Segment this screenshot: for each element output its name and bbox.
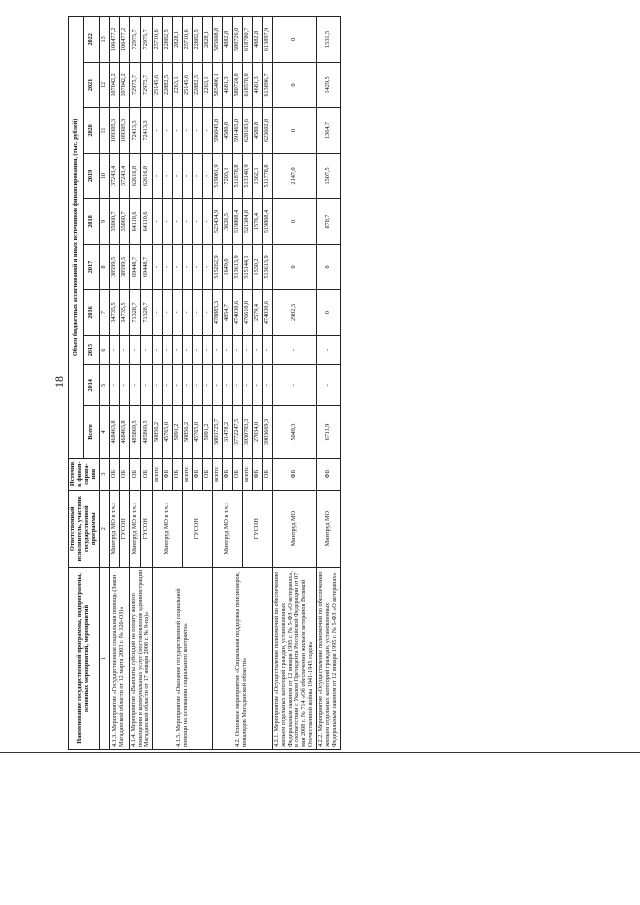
executor-cell: ГУСОН bbox=[119, 490, 129, 567]
year-value-cell: - bbox=[163, 199, 173, 245]
year-value-cell: - bbox=[193, 244, 203, 290]
year-value-cell: 22882,5 bbox=[163, 17, 173, 63]
source-cell: ОБ bbox=[173, 458, 183, 490]
total-value-cell: 5049,3 bbox=[272, 406, 317, 458]
header-year: 2021 bbox=[84, 62, 99, 108]
year-value-cell: 37243,4 bbox=[109, 153, 119, 199]
year-value-cell: - bbox=[203, 335, 213, 365]
year-value-cell: - bbox=[317, 365, 341, 406]
year-value-cell: 72975,7 bbox=[129, 17, 141, 63]
year-value-cell: 585406,1 bbox=[213, 62, 223, 108]
year-value-cell: - bbox=[141, 365, 153, 406]
source-cell: ФБ bbox=[193, 458, 203, 490]
year-value-cell: 109305,3 bbox=[109, 108, 119, 154]
year-value-cell: - bbox=[193, 335, 203, 365]
year-value-cell: - bbox=[193, 290, 203, 336]
year-value-cell: - bbox=[163, 244, 173, 290]
year-value-cell: 513613,9 bbox=[262, 244, 272, 290]
year-value-cell: - bbox=[163, 290, 173, 336]
year-value-cell: 478885,3 bbox=[213, 290, 223, 336]
year-value-cell: 69448,7 bbox=[129, 244, 141, 290]
table-row bbox=[317, 17, 341, 750]
year-value-cell: 623602,8 bbox=[262, 108, 272, 154]
year-value-cell: 71328,7 bbox=[129, 290, 141, 336]
year-value-cell: - bbox=[183, 335, 193, 365]
table-row bbox=[213, 17, 223, 750]
executor-cell: ГУСОН bbox=[242, 490, 272, 567]
year-value-cell: 4882,8 bbox=[252, 17, 262, 63]
year-value-cell: 4681,3 bbox=[252, 62, 262, 108]
year-value-cell: 38599,5 bbox=[109, 244, 119, 290]
year-value-cell: 0 bbox=[272, 199, 317, 245]
table-row bbox=[109, 17, 119, 750]
total-value-cell: 3903669,3 bbox=[262, 406, 272, 458]
year-value-cell: 580726,0 bbox=[232, 17, 242, 63]
year-value-cell: 521384,8 bbox=[242, 199, 252, 245]
year-value-cell: 34735,5 bbox=[119, 290, 129, 336]
year-value-cell: - bbox=[213, 335, 223, 365]
source-cell: ОБ bbox=[262, 458, 272, 490]
year-value-cell: 1429,5 bbox=[317, 62, 341, 108]
year-value-cell: - bbox=[153, 290, 163, 336]
year-value-cell: - bbox=[173, 199, 183, 245]
year-value-cell: 1530,2 bbox=[252, 244, 262, 290]
year-value-cell: 580724,8 bbox=[232, 62, 242, 108]
year-value-cell: - bbox=[183, 199, 193, 245]
year-value-cell: 513140,9 bbox=[242, 153, 252, 199]
column-number: 1 bbox=[99, 567, 109, 749]
year-value-cell: 72975,7 bbox=[141, 17, 153, 63]
header-year: 2022 bbox=[84, 17, 99, 63]
year-value-cell: 2579,4 bbox=[252, 290, 262, 336]
source-cell: ОБ bbox=[141, 458, 153, 490]
year-value-cell: 35060,7 bbox=[109, 199, 119, 245]
measure-name-cell: 4.2. Основное мероприятие «Социальная поддержка пенсионеров, инвалидов Магаданской области» bbox=[213, 567, 273, 749]
total-value-cell: 3772247,5 bbox=[232, 406, 242, 458]
year-value-cell: 34735,5 bbox=[109, 290, 119, 336]
year-value-cell: 35060,7 bbox=[119, 199, 129, 245]
header-executor: Ответственный исполнитель, участник государственной программы bbox=[69, 490, 100, 567]
table-row bbox=[129, 17, 141, 750]
year-value-cell: 511778,8 bbox=[262, 153, 272, 199]
page-number: 18 bbox=[52, 376, 66, 388]
year-value-cell: - bbox=[173, 244, 183, 290]
year-value-cell: - bbox=[163, 365, 173, 406]
header-name: Наименование государственной программы, подпрограммы, основных мероприятий, мероприятий bbox=[69, 567, 100, 749]
year-value-cell: 62616,8 bbox=[141, 153, 153, 199]
total-value-cell: 45765,0 bbox=[163, 406, 173, 458]
year-value-cell: 519808,4 bbox=[232, 199, 242, 245]
year-value-cell: - bbox=[232, 335, 242, 365]
measure-name-cell: 4.1.3. Мероприятие «Государственная социальная помощь (Закон Магаданской области от 12 марта 2003 г. № 320-ОЗ)» bbox=[109, 567, 129, 749]
year-value-cell: - bbox=[203, 199, 213, 245]
funding-table bbox=[68, 16, 341, 750]
header-funding: Объем бюджетных ассигнований и иных источников финансирования, (тыс. рублей) bbox=[69, 17, 84, 459]
year-value-cell: - bbox=[153, 153, 163, 199]
year-value-cell: 613897,9 bbox=[262, 17, 272, 63]
year-value-cell: - bbox=[242, 335, 252, 365]
executor-cell: ГУСОН bbox=[183, 490, 213, 567]
header-total: Всего bbox=[84, 406, 99, 458]
year-value-cell: - bbox=[242, 365, 252, 406]
year-value-cell: 628183,6 bbox=[242, 108, 252, 154]
year-value-cell: - bbox=[222, 335, 232, 365]
year-value-cell: - bbox=[193, 365, 203, 406]
year-value-cell: 513613,9 bbox=[232, 244, 242, 290]
total-value-cell: 50856,2 bbox=[153, 406, 163, 458]
executor-cell: Минтруд МО bbox=[317, 490, 341, 567]
year-value-cell: 1576,4 bbox=[252, 199, 262, 245]
year-value-cell: 4580,8 bbox=[222, 108, 232, 154]
year-value-cell: 106477,2 bbox=[109, 17, 119, 63]
source-cell: всего: bbox=[153, 458, 163, 490]
year-value-cell: 0 bbox=[272, 244, 317, 290]
column-number: 11 bbox=[99, 108, 109, 154]
executor-cell: Минтруд МО в т.ч.: bbox=[109, 490, 119, 567]
year-value-cell: 618578,0 bbox=[242, 62, 252, 108]
column-number-row bbox=[99, 17, 109, 750]
year-value-cell: - bbox=[119, 335, 129, 365]
year-value-cell: 4681,3 bbox=[222, 62, 232, 108]
rotated-document-page bbox=[50, 12, 640, 752]
source-cell: ФБ bbox=[252, 458, 262, 490]
column-number: 2 bbox=[99, 490, 109, 567]
year-value-cell: 72975,7 bbox=[141, 62, 153, 108]
year-value-cell: 25145,6 bbox=[153, 62, 163, 108]
year-value-cell: 72413,3 bbox=[141, 108, 153, 154]
year-value-cell: - bbox=[203, 153, 213, 199]
total-value-cell: 50856,2 bbox=[183, 406, 193, 458]
measure-name-cell: 4.1.4. Мероприятие «Выплаты субсидий на оплату жилого помещения и коммунальных услуг (постановление администрации Магаданской области от 17 января 2008 г. № 9-па)» bbox=[129, 567, 153, 749]
column-number: 10 bbox=[99, 153, 109, 199]
column-number: 3 bbox=[99, 458, 109, 490]
year-value-cell: 2902,3 bbox=[272, 290, 317, 336]
year-value-cell: 878,7 bbox=[317, 199, 341, 245]
total-value-cell: 3930703,3 bbox=[242, 406, 252, 458]
year-value-cell: - bbox=[213, 365, 223, 406]
year-value-cell: 107042,2 bbox=[109, 62, 119, 108]
year-value-cell: 0 bbox=[317, 244, 341, 290]
year-value-cell: - bbox=[109, 335, 119, 365]
year-value-cell: - bbox=[129, 365, 141, 406]
year-value-cell: - bbox=[129, 335, 141, 365]
source-cell: всего: bbox=[183, 458, 193, 490]
year-value-cell: - bbox=[193, 108, 203, 154]
source-cell: ОБ bbox=[129, 458, 141, 490]
header-year: 2015 bbox=[84, 335, 99, 365]
column-number: 5 bbox=[99, 365, 109, 406]
year-value-cell: 1507,5 bbox=[317, 153, 341, 199]
total-value-cell: 45765,0 bbox=[193, 406, 203, 458]
year-value-cell: - bbox=[119, 365, 129, 406]
year-value-cell: - bbox=[153, 108, 163, 154]
column-number: 13 bbox=[99, 17, 109, 63]
total-value-cell: 468463,8 bbox=[109, 406, 119, 458]
year-value-cell: - bbox=[262, 365, 272, 406]
year-value-cell: - bbox=[183, 108, 193, 154]
column-number: 9 bbox=[99, 199, 109, 245]
year-value-cell: - bbox=[109, 365, 119, 406]
header-year: 2018 bbox=[84, 199, 99, 245]
measure-name-cell: 4.2.1. Мероприятие «Осуществление полномочий по обеспечению жильем отдельных категорий граждан, установленных Федеральным законом от 12 января 1995 г. № 5-ФЗ «О ветеранах», в соответствии с Указом Президента Российской Федерации от 07 мая 2008 г. № 714 «Об обеспечении жильем ветеранов Великой Отечественной войны 1941-1945 годов» bbox=[272, 567, 317, 749]
year-value-cell: 0 bbox=[272, 108, 317, 154]
year-value-cell: 4854,7 bbox=[222, 290, 232, 336]
source-cell: всего: bbox=[242, 458, 252, 490]
year-value-cell: 585608,8 bbox=[213, 17, 223, 63]
year-value-cell: 25710,6 bbox=[183, 17, 193, 63]
year-value-cell: 106477,2 bbox=[119, 17, 129, 63]
total-value-cell: 485869,5 bbox=[141, 406, 153, 458]
year-value-cell: - bbox=[163, 108, 173, 154]
year-value-cell: - bbox=[193, 153, 203, 199]
year-value-cell: 22882,5 bbox=[193, 62, 203, 108]
year-value-cell: - bbox=[262, 335, 272, 365]
year-value-cell: - bbox=[153, 365, 163, 406]
header-row-1 bbox=[69, 17, 84, 750]
year-value-cell: - bbox=[173, 108, 183, 154]
year-value-cell: 22882,5 bbox=[193, 17, 203, 63]
year-value-cell: 4882,8 bbox=[222, 17, 232, 63]
year-value-cell: 2147,0 bbox=[272, 153, 317, 199]
table-body bbox=[109, 17, 340, 750]
year-value-cell: 613896,7 bbox=[262, 62, 272, 108]
header-year: 2020 bbox=[84, 108, 99, 154]
year-value-cell: 2263,1 bbox=[173, 62, 183, 108]
year-value-cell: 4580,8 bbox=[252, 108, 262, 154]
year-value-cell: 72413,3 bbox=[129, 108, 141, 154]
year-value-cell: - bbox=[317, 335, 341, 365]
year-value-cell: - bbox=[153, 335, 163, 365]
source-cell: ФБ bbox=[317, 458, 341, 490]
year-value-cell: 1531,5 bbox=[317, 17, 341, 63]
year-value-cell: 618780,7 bbox=[242, 17, 252, 63]
year-value-cell: - bbox=[183, 290, 193, 336]
column-number: 4 bbox=[99, 406, 109, 458]
year-value-cell: 2263,1 bbox=[203, 62, 213, 108]
year-value-cell: - bbox=[252, 365, 262, 406]
year-value-cell: 591465,0 bbox=[232, 108, 242, 154]
total-value-cell: 485869,5 bbox=[129, 406, 141, 458]
year-value-cell: - bbox=[203, 365, 213, 406]
column-number: 7 bbox=[99, 290, 109, 336]
year-value-cell: 476610,0 bbox=[242, 290, 252, 336]
header-year: 2016 bbox=[84, 290, 99, 336]
year-value-cell: - bbox=[173, 153, 183, 199]
measure-name-cell: 4.2.2. Мероприятие «Осуществление полномочий по обеспечению жильем отдельных категорий граждан, установленных Федеральным законом от 12 января 1995 г. № 5-ФЗ «О ветеранах» bbox=[317, 567, 341, 749]
source-cell: ФБ bbox=[272, 458, 317, 490]
year-value-cell: 62616,8 bbox=[129, 153, 141, 199]
source-cell: ОБ bbox=[232, 458, 242, 490]
total-value-cell: 468463,8 bbox=[119, 406, 129, 458]
year-value-cell: 474030,6 bbox=[232, 290, 242, 336]
year-value-cell: - bbox=[173, 335, 183, 365]
year-value-cell: - bbox=[222, 365, 232, 406]
total-value-cell: 27034,0 bbox=[252, 406, 262, 458]
header-year: 2019 bbox=[84, 153, 99, 199]
source-cell: ФБ bbox=[163, 458, 173, 490]
year-value-cell: 515144,1 bbox=[242, 244, 252, 290]
year-value-cell: - bbox=[153, 199, 163, 245]
source-cell: ОБ bbox=[203, 458, 213, 490]
column-number: 12 bbox=[99, 62, 109, 108]
header-year: 2017 bbox=[84, 244, 99, 290]
measure-name-cell: 4.1.5. Мероприятие «Оказание государственной социальной помощи на основании социального контракта» bbox=[153, 567, 213, 749]
year-value-cell: 0 bbox=[272, 17, 317, 63]
year-value-cell: 7203,1 bbox=[222, 153, 232, 199]
year-value-cell: 2828,1 bbox=[203, 17, 213, 63]
year-value-cell: - bbox=[193, 199, 203, 245]
year-value-cell: - bbox=[163, 153, 173, 199]
year-value-cell: 64110,6 bbox=[141, 199, 153, 245]
year-value-cell: 515262,9 bbox=[213, 244, 223, 290]
year-value-cell: 474030,6 bbox=[262, 290, 272, 336]
year-value-cell: - bbox=[252, 335, 262, 365]
total-value-cell: 6711,9 bbox=[317, 406, 341, 458]
page-divider bbox=[0, 752, 640, 753]
year-value-cell: 72975,7 bbox=[129, 62, 141, 108]
total-value-cell: 5091,2 bbox=[203, 406, 213, 458]
executor-cell: Минтруд МО bbox=[272, 490, 317, 567]
year-value-cell: 109305,3 bbox=[119, 108, 129, 154]
source-cell: ФБ bbox=[222, 458, 232, 490]
year-value-cell: - bbox=[272, 365, 317, 406]
year-value-cell: 69448,7 bbox=[141, 244, 153, 290]
year-value-cell: 38599,5 bbox=[119, 244, 129, 290]
executor-cell: Минтруд МО в т.ч.: bbox=[213, 490, 243, 567]
year-value-cell: - bbox=[232, 365, 242, 406]
column-number: 6 bbox=[99, 335, 109, 365]
year-value-cell: - bbox=[203, 290, 213, 336]
year-value-cell: - bbox=[203, 108, 213, 154]
year-value-cell: - bbox=[173, 365, 183, 406]
year-value-cell: - bbox=[272, 335, 317, 365]
year-value-cell: 22882,5 bbox=[163, 62, 173, 108]
year-value-cell: 519808,4 bbox=[262, 199, 272, 245]
year-value-cell: 511878,8 bbox=[232, 153, 242, 199]
year-value-cell: 107042,2 bbox=[119, 62, 129, 108]
year-value-cell: 1649,0 bbox=[222, 244, 232, 290]
year-value-cell: 64110,6 bbox=[129, 199, 141, 245]
header-source: Источник финан-сирова-ния bbox=[69, 458, 100, 490]
source-cell: ОБ bbox=[119, 458, 129, 490]
year-value-cell: - bbox=[183, 365, 193, 406]
source-cell: всего: bbox=[213, 458, 223, 490]
year-value-cell: 1364,7 bbox=[317, 108, 341, 154]
executor-cell: Минтруд МО в т.ч.: bbox=[129, 490, 141, 567]
year-value-cell: 25145,6 bbox=[183, 62, 193, 108]
table-row bbox=[272, 17, 317, 750]
table-row bbox=[153, 17, 163, 750]
total-value-cell: 3803725,7 bbox=[213, 406, 223, 458]
year-value-cell: 3626,5 bbox=[222, 199, 232, 245]
year-value-cell: - bbox=[183, 153, 193, 199]
header-year: 2014 bbox=[84, 365, 99, 406]
year-value-cell: 71328,7 bbox=[141, 290, 153, 336]
year-value-cell: - bbox=[163, 335, 173, 365]
year-value-cell: 596045,8 bbox=[213, 108, 223, 154]
column-number: 8 bbox=[99, 244, 109, 290]
year-value-cell: 37243,4 bbox=[119, 153, 129, 199]
source-cell: ОБ bbox=[109, 458, 119, 490]
year-value-cell: 2828,1 bbox=[173, 17, 183, 63]
total-value-cell: 5091,2 bbox=[173, 406, 183, 458]
year-value-cell: - bbox=[173, 290, 183, 336]
year-value-cell: 1362,1 bbox=[252, 153, 262, 199]
year-value-cell: 0 bbox=[272, 62, 317, 108]
year-value-cell: 519081,9 bbox=[213, 153, 223, 199]
year-value-cell: 0 bbox=[317, 290, 341, 336]
executor-cell: ГУСОН bbox=[141, 490, 153, 567]
year-value-cell: - bbox=[183, 244, 193, 290]
year-value-cell: - bbox=[141, 335, 153, 365]
year-value-cell: 523434,9 bbox=[213, 199, 223, 245]
year-value-cell: 25710,6 bbox=[153, 17, 163, 63]
year-value-cell: - bbox=[203, 244, 213, 290]
year-value-cell: - bbox=[153, 244, 163, 290]
total-value-cell: 31478,2 bbox=[222, 406, 232, 458]
executor-cell: Минтруд МО в т.ч.: bbox=[153, 490, 183, 567]
